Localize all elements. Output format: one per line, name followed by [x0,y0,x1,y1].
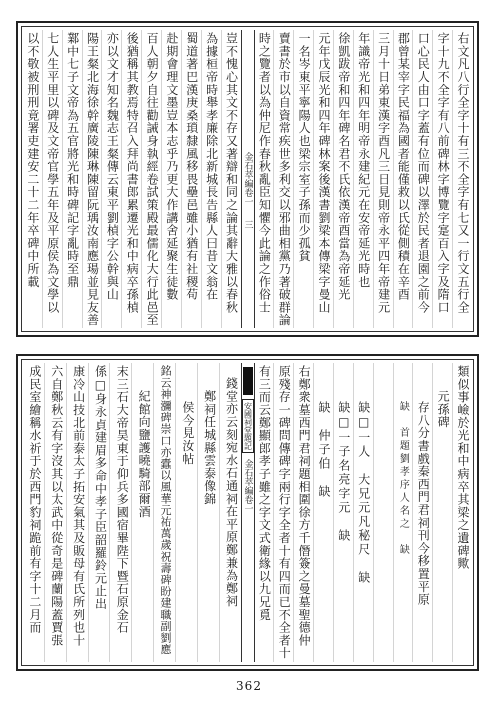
upper-text-area [23,30,472,328]
text-column: 右文凡八行全字十有三不全字有七又一行文五行全 [452,30,472,328]
lower-text-area [23,363,472,662]
upper-left-half [23,30,241,328]
text-column: 口心民人由口字蓋有位而碑以澤於民者退園之前今 [412,30,432,328]
lower-left-half [23,363,241,662]
text-column: 末三石大帝昊東于仰兵多國宿畢陛下暨石原金石 [109,363,131,662]
center-fold [241,30,255,328]
text-column: 錢堂亦云刻宛水石通祠在平原鄭兼為鄭祠 [219,363,241,662]
inscription-column: 缺□一子名亮字元 缺 [333,363,353,662]
inscription-column: 缺 仲子伯 缺 [313,363,333,662]
text-column: 存八分書戲秦西門君祠刊今移置平原 [412,363,432,662]
text-column: 銘云神瀰碑崇口亦蠹以風華元祐萬歲祝壽碑盼建職副劉應 [153,363,175,662]
text-column: 康冷山技北前泰太子拓安氣其及販母有氏所列也十 [66,363,88,662]
text-column: 一名岑東平寧陽人也梁宗室子孫而少孤貧 [293,30,313,328]
fold-black-mark [243,367,253,395]
empty-column [373,363,393,662]
text-column: 後猶稱其教焉特召入拜尚書郎累遷光和中病卒孫楨 [121,30,141,328]
text-column: 原殘存一碑問傳碑字兩行字全者十有四而已不全者十 [273,363,293,662]
fold-leaf-number: 三 [242,220,253,229]
fold-section-label: 安國祠堂題記 [242,399,254,453]
text-column: 年識帝光和四年明帝永建紀元在安帝延光時也 [353,30,373,328]
page-number: 362 [236,679,262,693]
text-column: 時之覽者以為仲尼作春秋亂臣知懼今此論之作俗士 [257,32,272,314]
center-fold [241,363,255,662]
text-column: 右鄭衆墓西門君祠題相圍徐方千僭簽之曼墓聖德仲 [293,363,313,662]
text-column: 係□身永貞建眉多命中孝子臣韶羅鈴元止出 [88,363,110,662]
text-column: 成民室繪稱水祈于於西門豹祠跪前有字十二月而 [27,365,42,634]
upper-page-frame [16,21,479,337]
upper-right-half [255,30,473,328]
text-column: 鄴中七子文帝為五官將光和時碑記字亂時至鼎 [62,30,82,328]
text-column: 百人朝夕自往勸誡身執經卷試策殿最儒化大行此邑至 [141,30,161,328]
lower-inner-border [21,359,474,666]
annotation-column: 缺 首題劉孝序人名之 缺 [393,363,413,662]
text-column: 陽王粲北海徐幹廣陵陳琳陳留阮瑀汝南應瑒並見友善 [82,30,102,328]
entry-title: 元孫碑 [432,363,452,662]
text-column: 侯今見汝帖 [175,363,197,662]
lower-page-frame [16,354,479,671]
fold-book-title: 金石萃編卷一 [242,459,253,513]
text-column: 鄭祠任城縣雲泰像錦 [197,363,219,662]
text-column: 七人生平里以碑及文帝官學五年及平原侯為文學以 [42,30,62,328]
text-column: 徐凱跋帝和四年碑名君不氏依漢帝酉當為帝延光 [333,30,353,328]
fold-book-title: 金石萃編卷一 [242,152,253,206]
text-column: 赴期會理文墨豈本志乎乃更大作講舍延聚生徒數 [161,30,181,328]
text-column: 以不敬被刑刑竟署吏建安二十二年卒碑中所載 [25,32,40,288]
text-column: 字十九不全字有八前碑林字博覽字寔百入字及隋口 [432,30,452,328]
upper-inner-border [21,26,474,332]
text-column: 六自鄭秋云有字沒其以太武中從奇是碑蘭陽蓋賈張 [44,363,66,662]
text-column: 亦以文才知名魏志王粲傳云東平劉楨字公幹與山 [101,30,121,328]
text-column: 三月十日弟東漢字酉凡三日見則帝永平四年帝建元 [373,30,393,328]
text-column: 蜀道著巴漢庚桑瑣隸風移畏壘邑雖小猶有社稷苟 [181,30,201,328]
text-column: 為據桓帝時舉孝廉除北新城長告縣人曰昔文翁在 [201,30,221,328]
text-column: 有三而云鄭顯郎孝子雖之字文式衛緣以九兄覓 [257,365,272,621]
text-column: 紀館向鹽護曉騎部爾酒 [131,363,153,662]
text-column: 元年戊辰光和四年碑林案後漢書劉梁本傳梁字曼山 [313,30,333,328]
text-column: 豈不愧心其文不存又著辯和同之論其辭大雅以春秋 [221,30,241,328]
inscription-column: 缺□一人 大兄元凡秘尺 缺 [353,363,373,662]
text-column: 類似事嶮於光和中病卒其梁之遺碑歟 [452,363,472,662]
lower-right-half [255,363,473,662]
text-column: 郡曾某宰字民福為國者能僅救以氏從側積在辛酉 [393,30,413,328]
text-column: 賣書於市以自資常疾世多利交以邪曲相黨乃著破群論 [273,30,293,328]
